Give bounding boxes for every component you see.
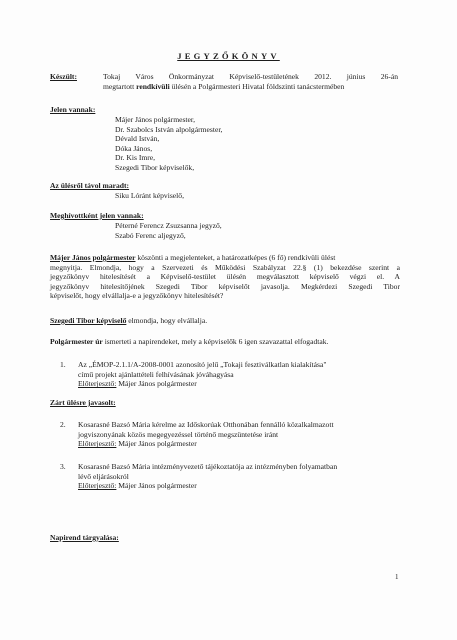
opening-line-3: jegyzőkönyv hitelesítését a Képviselő-testület ülésén megválasztott képviselő végzi el. A	[50, 272, 400, 282]
agenda-item-line-1: Kosarasné Bazsó Mária intézményvezető tájékoztatója az intézményben folyamatban	[78, 462, 338, 471]
opening-line-4: jegyzőkönyv hitelesítőjének Szegedi Tibor képviselőt javasolja. Megkérdezi Szegedi Tibor	[50, 281, 400, 291]
presenter-label: Előterjesztő:	[78, 379, 117, 389]
acceptance-text: elmondja, hogy elvállalja.	[126, 316, 208, 325]
acceptance-paragraph	[50, 316, 207, 326]
keszult-rendkivuli: rendkívüli	[136, 82, 170, 91]
opening-line-1: köszönti a megjelenteket, a határozatképes (6 fő) rendkívüli ülést	[135, 253, 336, 262]
agenda-item-line-2: lévő eljárásokról	[78, 471, 129, 481]
agenda-item-line-1: Az „ÉMOP-2.1.1/A-2008-0001 azonosító jelű „Tokaji fesztiválkatlan kialakítása"	[78, 360, 327, 369]
meghivott-label: Meghívottként jelen vannak:	[50, 211, 144, 220]
page-number: 1	[395, 573, 399, 581]
attendee-name: Dévald István,	[115, 134, 160, 144]
tavol-label: Az ülésről távol maradt:	[50, 181, 130, 190]
guest-name: Szabó Ferenc aljegyző,	[115, 230, 186, 240]
agenda-item-line-1: Kosarasné Bazsó Mária kérelme az Időskorúak Otthonában fennálló közalkalmazott	[78, 420, 334, 429]
presenter-label: Előterjesztő:	[78, 481, 117, 491]
zart-ules-label: Zárt ülésre javasolt:	[50, 398, 116, 407]
attendee-name: Májer János polgármester,	[115, 115, 196, 124]
meghivott-list	[115, 221, 222, 240]
keszult-line-2-post: ülésén a Polgármesteri Hivatal földszinti tanácstermében	[169, 82, 345, 91]
mayor-name: Májer János polgármester	[50, 253, 136, 262]
presenter-name: Májer János polgármester	[116, 439, 197, 449]
jelen-vannak-list	[115, 115, 222, 173]
presenter-name: Májer János polgármester	[116, 379, 197, 389]
napirend-label: Napirend tárgyalása:	[50, 533, 119, 542]
presenter-name: Májer János polgármester	[116, 481, 197, 491]
agenda-item-line-2: jogviszonyának közös megegyezéssel történő megszüntetése iránt	[78, 429, 279, 439]
agenda-number: 1.	[60, 360, 66, 369]
councillor-name: Szegedi Tibor képviselő	[50, 316, 127, 325]
attendee-name: Szegedi Tibor képviselők,	[115, 162, 195, 172]
mayor-title: Polgármester úr	[50, 337, 103, 346]
keszult-line-2	[103, 82, 403, 92]
agenda-item	[78, 462, 398, 491]
attendee-name: Dr. Szabolcs István alpolgármester,	[115, 124, 223, 134]
document-title: JEGYZŐKÖNYV	[177, 51, 280, 61]
agenda-intro	[50, 337, 328, 347]
opening-line-2: megnyitja. Elmondja, hogy a Szervezeti és Működési Szabályzat 22.§ (1) bekezdése szerint a	[50, 262, 400, 272]
keszult-line-2-pre: megtartott	[103, 82, 137, 91]
attendee-name: Dóka János,	[115, 143, 153, 153]
agenda-intro-text: ismerteti a napirendeket, mely a képviselők 6 igen szavazattal elfogadtak.	[102, 337, 329, 346]
agenda-item	[78, 420, 398, 449]
agenda-item	[78, 360, 398, 389]
jelen-vannak-label: Jelen vannak:	[50, 105, 96, 114]
keszult-label: Készült:	[50, 72, 77, 81]
attendee-name: Dr. Kis Imre,	[115, 153, 156, 163]
agenda-number: 3.	[60, 462, 66, 471]
agenda-number: 2.	[60, 420, 66, 429]
opening-line-5: képviselőt, hogy elvállalja-e a jegyzőkönyv hitelesítését?	[50, 291, 224, 301]
guest-name: Péterné Ferencz Zsuzsanna jegyző,	[115, 221, 222, 230]
keszult-line-1: Tokaj Város Önkormányzat Képviselő-testületének 2012. június 26-án	[103, 72, 398, 81]
opening-paragraph	[50, 253, 400, 301]
presenter-label: Előterjesztő:	[78, 439, 117, 449]
tavol-list	[115, 191, 184, 201]
absent-name: Siku Lóránt képviselő,	[115, 191, 184, 200]
agenda-item-line-2: című projekt ajánlattételi felhívásának jóváhagyása	[78, 369, 234, 379]
